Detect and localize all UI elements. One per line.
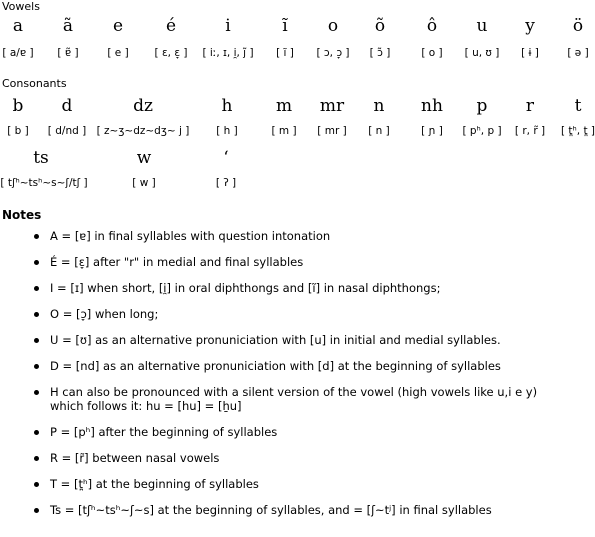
- consonant-letter: h: [221, 96, 233, 116]
- vowel-ipa: [ a/ɐ ]: [2, 47, 34, 59]
- vowel-ipa-row: [0, 46, 595, 66]
- note-text: T = [t̪ʰ] at the beginning of syllables: [50, 477, 259, 491]
- vowel-letter: ô: [426, 16, 438, 36]
- consonant-ipa-row: [0, 124, 595, 144]
- note-item: [0, 255, 560, 269]
- consonant-letter: ‘: [223, 148, 229, 168]
- consonant-ipa: [ tʃʰ~tsʰ~s~ʃ/tʃ ]: [0, 177, 88, 189]
- note-item: [0, 229, 560, 243]
- note-item: [0, 425, 560, 439]
- note-item: [0, 451, 560, 465]
- consonant-letter: n: [373, 96, 385, 116]
- vowel-letter: ö: [572, 16, 584, 36]
- notes-heading: Notes: [2, 208, 42, 222]
- vowel-ipa: [ ɔ̃ ]: [369, 47, 391, 59]
- vowel-letter: a: [12, 16, 24, 36]
- consonant-letter: dz: [133, 96, 153, 116]
- note-item: [0, 333, 560, 347]
- consonant-letter: m: [275, 96, 293, 116]
- consonant-ipa: [ h ]: [216, 125, 238, 137]
- note-text: R = [r̃] between nasal vowels: [50, 451, 220, 465]
- vowel-letter: y: [525, 16, 535, 36]
- bullet-icon: [34, 430, 39, 435]
- vowel-letter-row: [0, 16, 595, 36]
- note-text: I = [ɪ] when short, [i̯] in oral diphthongs and [ĩ] in nasal diphthongs;: [50, 281, 441, 295]
- vowel-ipa: [ ə ]: [567, 47, 589, 59]
- notes-list: [0, 229, 595, 529]
- consonant-ipa: [ d/nd ]: [47, 125, 87, 137]
- consonant-letter: w: [136, 148, 152, 168]
- consonant-letter-row: [0, 96, 595, 116]
- vowel-letter: ĩ: [282, 16, 288, 36]
- consonant-letter: mr: [319, 96, 345, 116]
- note-text: Ts = [tʃʰ~tsʰ~ʃ~s] at the beginning of syllables, and = [ʃ~tʲ] in final syllables: [50, 503, 492, 517]
- note-item: [0, 385, 560, 413]
- bullet-icon: [34, 338, 39, 343]
- note-text: É = [ɛ̞] after "r" in medial and final syllables: [50, 255, 304, 269]
- vowel-letter: õ: [374, 16, 386, 36]
- vowel-letter: e: [112, 16, 124, 36]
- bullet-icon: [34, 390, 39, 395]
- note-item: [0, 281, 560, 295]
- consonant-ipa: [ w ]: [132, 177, 156, 189]
- consonant-ipa: [ ʔ ]: [215, 177, 237, 189]
- note-text: O = [ɔ̞] when long;: [50, 307, 159, 321]
- note-text: P = [pʰ] after the beginning of syllables: [50, 425, 278, 439]
- note-text: A = [ɐ] in final syllables with question intonation: [50, 229, 331, 243]
- consonants-label: Consonants: [2, 77, 67, 90]
- consonant-ipa: [ pʰ, p ]: [462, 125, 502, 137]
- vowel-letter: o: [327, 16, 339, 36]
- vowel-letter: é: [165, 16, 177, 36]
- consonant-ipa-row-2: [0, 176, 595, 196]
- note-text: D = [nd] as an alternative pronuniciation with [d] at the beginning of syllables: [50, 359, 501, 373]
- note-item: [0, 359, 560, 373]
- consonant-ipa: [ b ]: [7, 125, 29, 137]
- vowel-ipa: [ ɐ̃ ]: [57, 47, 79, 59]
- vowel-letter: i: [225, 16, 231, 36]
- vowel-ipa: [ ĩ ]: [276, 47, 294, 59]
- consonant-ipa: [ ɲ ]: [421, 125, 443, 137]
- bullet-icon: [34, 482, 39, 487]
- bullet-icon: [34, 260, 39, 265]
- consonant-letter: t: [574, 96, 582, 116]
- note-item: [0, 477, 560, 491]
- vowel-ipa: [ e ]: [107, 47, 129, 59]
- vowel-ipa: [ ɛ, ɛ̞ ]: [154, 47, 188, 59]
- bullet-icon: [34, 312, 39, 317]
- consonant-ipa: [ m ]: [271, 125, 297, 137]
- consonant-ipa: [ n ]: [368, 125, 390, 137]
- consonant-letter-row-2: [0, 148, 595, 168]
- note-text: U = [ʊ] as an alternative pronuniciation with [u] in initial and medial syllables.: [50, 333, 501, 347]
- consonant-ipa: [ t̪ʰ, t̪ ]: [560, 125, 595, 137]
- consonant-letter: p: [476, 96, 488, 116]
- vowel-ipa: [ ɨ ]: [521, 47, 539, 59]
- bullet-icon: [34, 286, 39, 291]
- consonant-letter: b: [12, 96, 24, 116]
- note-text: H can also be pronounced with a silent version of the vowel (high vowels like u,i e y) which follows it: hu = [hu] = [ẖu]: [50, 385, 538, 413]
- vowel-ipa: [ iː, ɪ, i̯, j̃ ]: [202, 47, 254, 59]
- vowel-ipa: [ ɔ, ɔ̞ ]: [316, 47, 350, 59]
- bullet-icon: [34, 234, 39, 239]
- vowel-letter: ã: [62, 16, 74, 36]
- bullet-icon: [34, 456, 39, 461]
- consonant-letter: r: [525, 96, 535, 116]
- consonant-ipa: [ z~ʒ~dz~dʒ~ j ]: [96, 125, 190, 137]
- bullet-icon: [34, 508, 39, 513]
- vowel-ipa: [ u, ʊ ]: [464, 47, 500, 59]
- consonant-letter: d: [61, 96, 73, 116]
- vowel-letter: u: [476, 16, 488, 36]
- consonant-ipa: [ mr ]: [317, 125, 347, 137]
- bullet-icon: [34, 364, 39, 369]
- note-item: [0, 503, 560, 517]
- vowels-label: Vowels: [2, 0, 40, 13]
- consonant-letter: nh: [421, 96, 443, 116]
- vowel-ipa: [ o ]: [421, 47, 443, 59]
- consonant-letter: ts: [33, 148, 49, 168]
- consonant-ipa: [ r, r̃ ]: [514, 125, 546, 137]
- note-item: [0, 307, 560, 321]
